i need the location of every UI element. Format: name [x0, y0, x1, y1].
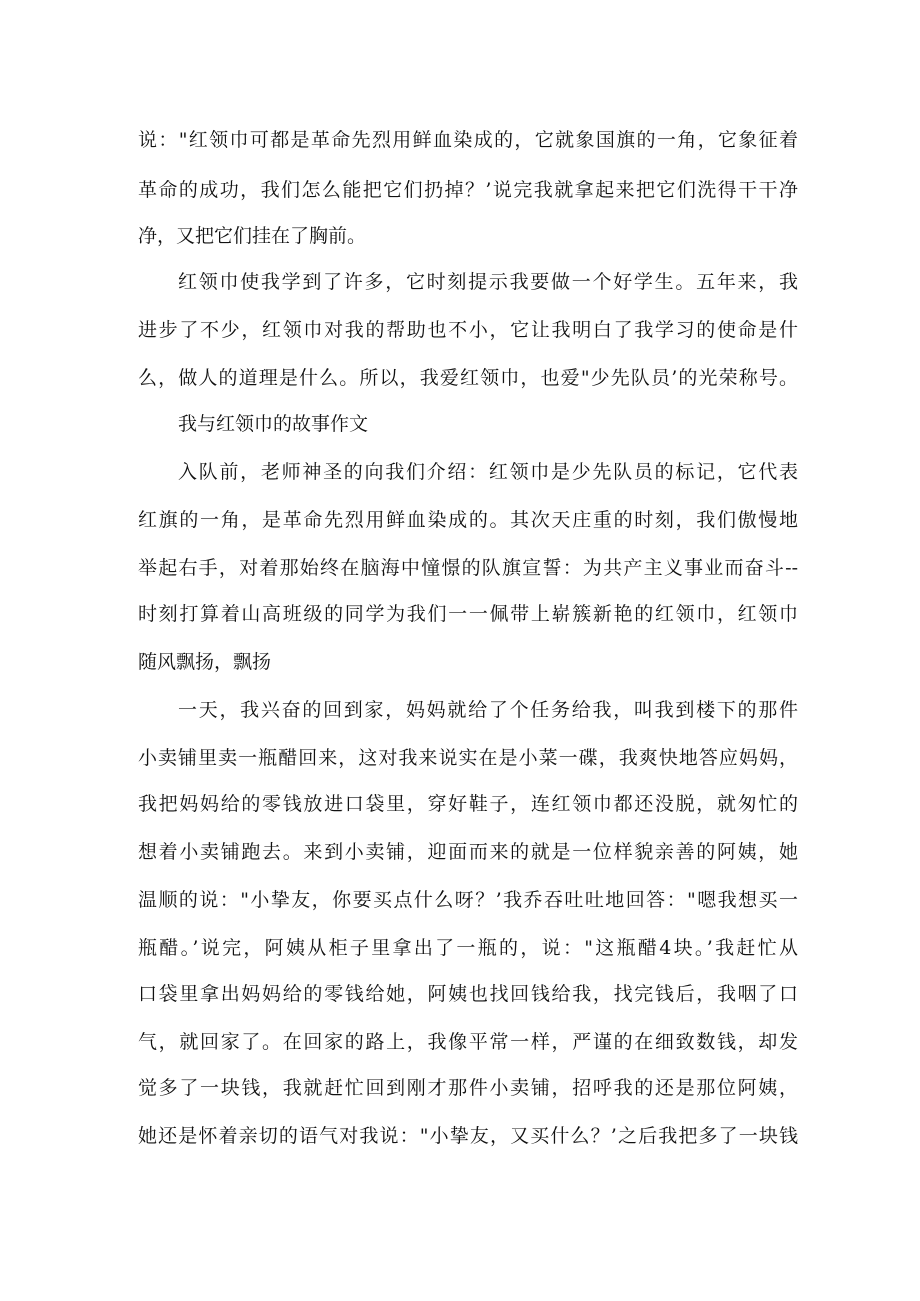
- text-line: 我把妈妈给的零钱放进口袋里，穿好鞋子，连红领巾都还没脱，就匆忙的: [138, 793, 798, 815]
- section-heading: 我与红领巾的故事作文: [178, 413, 369, 435]
- text-line: 气，就回家了。在回家的路上，我像平常一样，严谨的在细致数钱，却发: [138, 1031, 798, 1053]
- text-line: 么，做人的道理是什么。所以，我爱红领巾，也爱"少先队员’的光荣称号。: [138, 367, 798, 389]
- text-line: 温顺的说："小挚友，你要买点什么呀？’我乔吞吐吐地回答："嗯我想买一: [138, 889, 798, 911]
- text-line: 觉多了一块钱，我就赶忙回到刚才那件小卖铺，招呼我的还是那位阿姨，: [138, 1077, 798, 1099]
- text-line: 净，又把它们挂在了胸前。: [138, 225, 367, 247]
- text-line: 举起右手，对着那始终在脑海中憧憬的队旗宣誓：为共产主义事业而奋斗--: [138, 557, 798, 579]
- text-line: 随风飘扬，飘扬: [138, 651, 272, 673]
- text-line: 进步了不少，红领巾对我的帮助也不小，它让我明白了我学习的使命是什: [138, 319, 798, 341]
- text-line: 小卖铺里卖一瓶醋回来，这对我来说实在是小菜一碟，我爽快地答应妈妈，: [138, 747, 798, 769]
- text-line: 革命的成功，我们怎么能把它们扔掉？’说完我就拿起来把它们洗得干干净: [138, 179, 798, 201]
- text-line: 说："红领巾可都是革命先烈用鲜血染成的，它就象国旗的一角，它象征着: [138, 129, 798, 151]
- text-line: 时刻打算着山高班级的同学为我们一一佩带上崭簇新艳的红领巾，红领巾: [138, 603, 798, 625]
- text-line: 瓶醋。’说完，阿姨从柜子里拿出了一瓶的，说："这瓶醋4块。’我赶忙从: [138, 937, 798, 959]
- text-line: 入队前，老师神圣的向我们介绍：红领巾是少先队员的标记，它代表: [178, 461, 798, 483]
- text-line: 口袋里拿出妈妈给的零钱给她，阿姨也找回钱给我，找完钱后，我咽了口: [138, 983, 798, 1005]
- text-line: 红领巾使我学到了许多，它时刻提示我要做一个好学生。五年来，我: [178, 271, 798, 293]
- text-line: 红旗的一角，是革命先烈用鲜血染成的。其次天庄重的时刻，我们傲慢地: [138, 509, 798, 531]
- text-line: 想着小卖铺跑去。来到小卖铺，迎面而来的就是一位样貌亲善的阿姨，她: [138, 841, 798, 863]
- text-line: 她还是怀着亲切的语气对我说："小挚友，又买什么？’之后我把多了一块钱: [138, 1125, 798, 1147]
- text-line: 一天，我兴奋的回到家，妈妈就给了个任务给我，叫我到楼下的那件: [178, 699, 798, 721]
